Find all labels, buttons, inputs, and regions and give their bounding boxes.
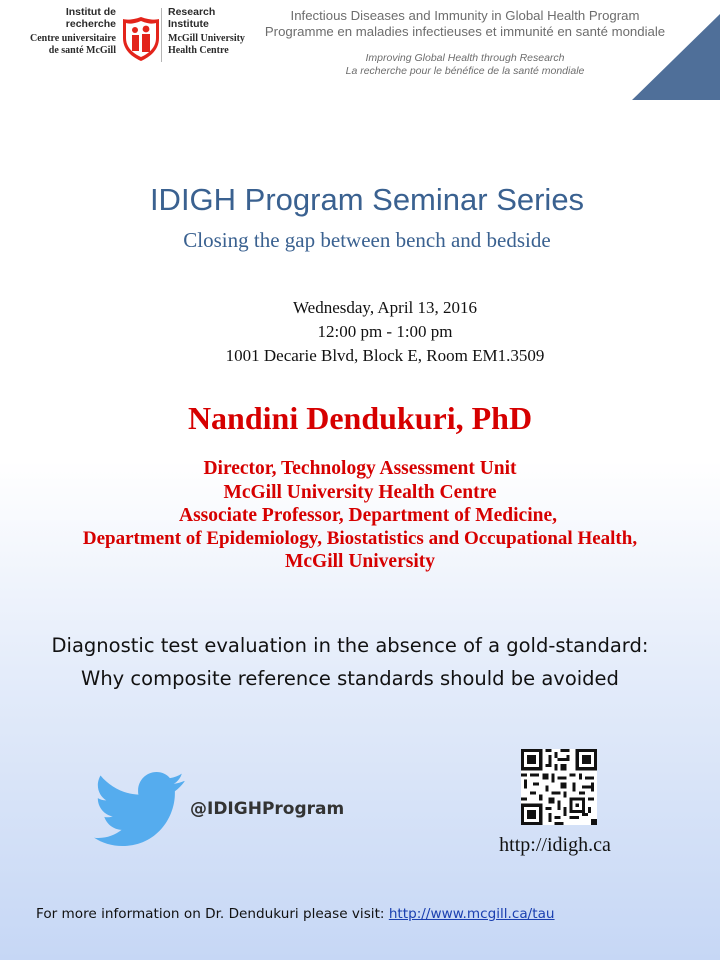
program-name [262, 8, 668, 40]
cusm-line-3: Centre universitaire [29, 33, 116, 44]
ri-line-1: Research [168, 6, 216, 18]
ri-name [168, 6, 215, 30]
program-tagline-fr: La recherche pour le bénéfice de la santé mondiale [345, 65, 585, 77]
cusm-line-1: Institut de [65, 6, 116, 18]
header-divider [161, 8, 162, 62]
twitter-handle[interactable]: @IDIGHProgram [190, 799, 345, 819]
speaker-name: Nandini Dendukuri, PhD [187, 400, 533, 436]
talk-title-line-2: Why composite reference standards should be avoided [81, 667, 619, 690]
qr-code [521, 749, 597, 825]
speaker-affiliation: Associate Professor, Department of Medicine, [179, 505, 557, 526]
program-name-en: Infectious Diseases and Immunity in Global Health Program [290, 8, 640, 23]
event-date: Wednesday, April 13, 2016 [292, 298, 478, 317]
cusm-name-french [50, 6, 116, 30]
speaker-affiliation: Department of Epidemiology, Biostatistics and Occupational Health, [82, 528, 638, 549]
cusm-line-2: recherche [65, 18, 116, 30]
twitter-bird-icon[interactable] [94, 770, 186, 850]
cusm-line-4: de santé McGill [48, 44, 116, 56]
footer-text: For more information on Dr. Dendukuri please visit: [36, 906, 389, 922]
speaker-affiliation: Director, Technology Assessment Unit [203, 458, 517, 479]
ri-line-4: Health Centre [168, 44, 229, 56]
program-tagline-en: Improving Global Health through Research [365, 52, 565, 64]
event-location: 1001 Decarie Blvd, Block E, Room EM1.3509 [225, 346, 545, 365]
ri-line-2: Institute [168, 18, 209, 30]
program-name-fr: Programme en maladies infectieuses et immunité en santé mondiale [264, 24, 666, 39]
speaker-affiliation: McGill University [284, 551, 435, 572]
ri-subname [168, 33, 245, 56]
footer-info [36, 906, 555, 922]
muhc-shield-logo [122, 16, 160, 62]
program-website-url[interactable]: http://idigh.ca [499, 834, 611, 856]
event-time: 12:00 pm - 1:00 pm [317, 322, 453, 341]
footer-link[interactable]: http://www.mcgill.ca/tau [388, 906, 555, 922]
ri-line-3: McGill University [168, 33, 245, 44]
seminar-series-title: IDIGH Program Seminar Series [149, 182, 585, 217]
seminar-series-subtitle: Closing the gap between bench and bedside [183, 228, 551, 252]
talk-title-line-1: Diagnostic test evaluation in the absence of a gold-standard: [51, 634, 649, 657]
corner-triangle-decoration [630, 0, 720, 100]
cusm-subname-french [2, 33, 116, 56]
program-tagline [262, 52, 668, 78]
speaker-affiliation: McGill University Health Centre [223, 482, 497, 503]
